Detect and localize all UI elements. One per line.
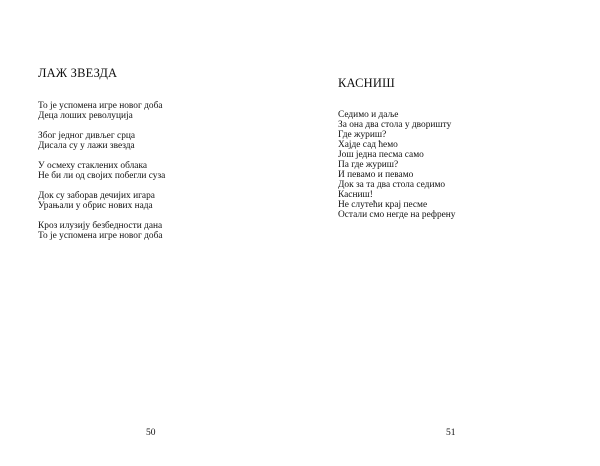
stanza [38, 101, 165, 121]
poem-line: Још једна песма само [338, 150, 424, 160]
poem-line: Па где журиш? [338, 160, 399, 170]
poem-title: КАСНИШ [338, 76, 395, 90]
stanza [38, 191, 165, 211]
poem-line: То је успомена игре новог доба [38, 231, 163, 241]
poem-line: То је успомена игре новог доба [38, 101, 163, 111]
poem-line: Хајде сад ћемо [338, 140, 398, 150]
stanza [338, 110, 456, 220]
poem-line: Кроз илузију безбедности дана [38, 221, 163, 231]
poem-line: Где журиш? [338, 130, 387, 140]
poem-line: И певамо и певамо [338, 170, 414, 180]
poem-line: Због једног дивљег срца [38, 131, 136, 141]
stanza [38, 221, 165, 241]
stanza [38, 161, 165, 181]
poem-title: ЛАЖ ЗВЕЗДА [38, 66, 118, 80]
poem-line: За она два стола у дворишту [338, 120, 452, 130]
poem-line: Не би ли од својих побегли суза [38, 171, 166, 181]
poem-line: Не слутећи крај песме [338, 200, 428, 210]
poem-body [338, 110, 456, 230]
poem-line: Дисала су у лажи звезда [38, 141, 135, 151]
poem-body [38, 101, 165, 251]
poem-line: Касниш! [338, 190, 373, 200]
right-page [300, 0, 600, 466]
poem-line: Остали смо негде на рефрену [338, 210, 456, 220]
page-number: 50 [146, 428, 156, 438]
poem-line: Деца лоших револуција [38, 111, 133, 121]
page-number: 51 [446, 428, 456, 438]
poem-line: Док за та два стола седимо [338, 180, 446, 190]
stanza [38, 131, 165, 151]
poem-line: У осмеху стаклених облака [38, 161, 148, 171]
poem-line: Док су заборав дечијих игара [38, 191, 155, 201]
poem-line: Седимо и даље [338, 110, 399, 120]
poem-line: Урањали у обрис нових нада [38, 201, 153, 211]
